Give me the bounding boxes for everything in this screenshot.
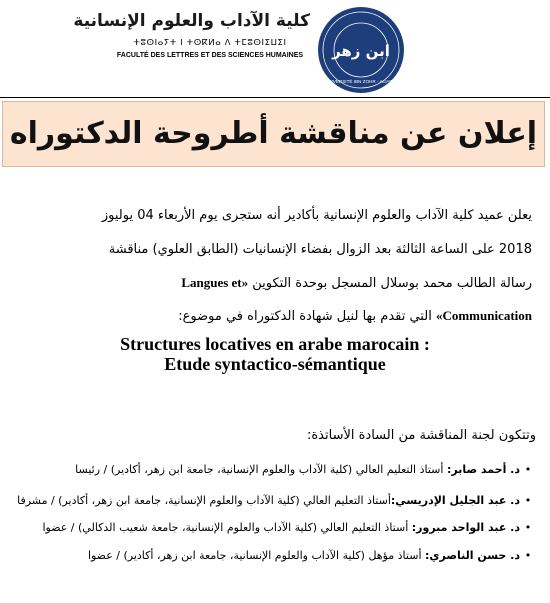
thesis-title-line-2: Etude syntactico-sémantique xyxy=(164,354,386,374)
jury-member-desc: أستاذ التعليم العالي (كلية الآداب والعلوم الإنسانية، جامعة ابن زهر، أكادير) / مشرفا xyxy=(17,494,391,507)
bullet-icon: • xyxy=(524,521,532,534)
jury-member-desc: أستاذ التعليم العالي (كلية الآداب والعلوم الإنسانية، جامعة شعيب الدكالي) / عضوا xyxy=(42,521,412,534)
announcement-line-4 xyxy=(12,306,532,327)
jury-member-name: د. حسن الناصري: xyxy=(425,549,520,562)
bullet-icon: • xyxy=(524,494,532,507)
announcement-line-4-text: التي تقدم بها لنيل شهادة الدكتوراه في موضوع: xyxy=(178,309,436,324)
page-header xyxy=(0,0,550,96)
jury-member-name: د. عبد الواحد مبرور: xyxy=(411,521,520,534)
university-logo xyxy=(318,7,404,93)
bullet-icon: • xyxy=(524,463,532,476)
training-unit-name-end: Communication» xyxy=(435,308,532,323)
jury-member xyxy=(6,494,536,507)
training-unit-name-start: «Langues et xyxy=(181,275,249,290)
logo-arabic-text: ابن زهر xyxy=(332,42,390,60)
faculty-name-french: FACULTÉ DES LETTRES ET DES SCIENCES HUMAINES xyxy=(116,52,304,59)
announcement-line-2: 2018 على الساعة الثالثة بعد الزوال بفضاء الإنسانيات (الطابق العلوي) مناقشة xyxy=(108,242,532,257)
announcement-line-1: يعلن عميد كلية الآداب والعلوم الإنسانية بأكادير أنه ستجرى يوم الأربعاء 04 يوليوز xyxy=(101,208,532,223)
jury-member-desc: أستاذ مؤهل (كلية الآداب والعلوم الإنسانية، جامعة ابن زهر، أكادير) / عضوا xyxy=(87,549,426,562)
faculty-name-arabic: كلية الآداب والعلوم الإنسانية xyxy=(73,11,310,31)
jury-member-name: د. أحمد صابر: xyxy=(446,463,520,476)
jury-member-name: د. عبد الجليل الإدريسي: xyxy=(390,494,520,507)
announcement-line-3-text: رسالة الطالب محمد بوسلال المسجل بوحدة التكوين xyxy=(248,276,532,291)
jury-member-desc: أستاذ التعليم العالي (كلية الآداب والعلوم الإنسانية، جامعة ابن زهر، أكادير) / رئيسا xyxy=(75,463,447,476)
header-divider xyxy=(0,97,550,98)
jury-member xyxy=(6,549,536,562)
thesis-title-line-1: Structures locatives en arabe marocain : xyxy=(120,334,430,354)
jury-intro: وتتكون لجنة المناقشة من السادة الأساتذة: xyxy=(306,428,536,443)
page-title: إعلان عن مناقشة أطروحة الدكتوراه xyxy=(9,116,538,151)
bullet-icon: • xyxy=(524,549,532,562)
jury-member xyxy=(6,521,536,534)
logo-french-text: UNIVERSITÉ IBN ZOHR - AGADIR xyxy=(324,79,398,84)
announcement-line-3 xyxy=(12,273,532,294)
faculty-name-tifinagh: ⵜⵓⵙⵏⴰⵢⵜ ⵏ ⵜⵙⴽⵍⴰ ⴷ ⵜⵎⵓⵙⵏⵉⵡⵉⵏ xyxy=(133,38,287,48)
jury-member xyxy=(6,463,536,476)
